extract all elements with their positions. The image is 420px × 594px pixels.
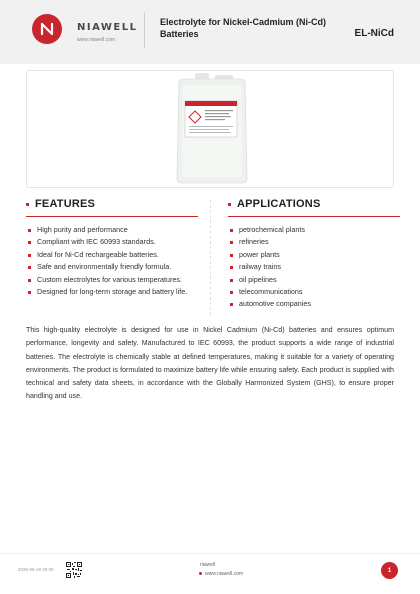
square-bullet-icon [26, 203, 29, 206]
list-item [26, 224, 198, 236]
features-heading [26, 198, 198, 210]
bullet-icon [28, 266, 31, 269]
list-item [26, 286, 198, 298]
page-header [0, 0, 420, 64]
applications-list [228, 224, 400, 311]
list-item [26, 274, 198, 286]
product-description: This high-quality electrolyte is designed for use in Nickel Cadmium (Ni-Cd) batteries and ensures optimum performance, longevity and safety. Manufactured to IEC 60993, the product supports a wide range of industrial batteries. The electrolyte is chemically stable at defined temperatures, making it suitable for a variety of operating environments. The product is formulated to maximize battery life while ensuring safety. Each product is supplied with technical and safety data sheets, in accordance with the Globally Harmonized System (GHS), to ensure proper handling and use. [26, 326, 394, 401]
page-number-badge: 1 [381, 562, 398, 579]
bullet-icon [28, 254, 31, 257]
footer-date: 2026-06-19 00:00 [18, 567, 54, 572]
product-code: EL-NiCd [354, 28, 394, 39]
list-item-text: High purity and performance [37, 225, 128, 234]
bullet-icon [230, 279, 233, 282]
bullet-icon [230, 241, 233, 244]
list-item [26, 261, 198, 273]
bullet-icon [28, 279, 31, 282]
footer-website[interactable]: www.niawell.com [205, 571, 244, 577]
section-divider [210, 200, 211, 315]
features-section [26, 198, 198, 298]
list-item-text: refineries [239, 237, 269, 247]
list-item-text: Safe and environmentally friendly formula. [37, 262, 172, 272]
list-item [228, 249, 400, 261]
applications-heading [228, 198, 400, 210]
brand-website[interactable]: www.niawell.com [77, 37, 116, 43]
globe-icon [199, 572, 202, 575]
list-item [228, 261, 400, 273]
features-heading-text: FEATURES [35, 198, 96, 210]
list-item [228, 224, 400, 236]
list-item-text: oil pipelines [239, 274, 277, 284]
bullet-icon [230, 254, 233, 257]
list-item-text: automotive companies [239, 299, 311, 309]
canister-image [173, 73, 251, 185]
bullet-icon [230, 229, 233, 232]
list-item-text: power plants [239, 249, 280, 259]
list-item-text: petrochemical plants [239, 225, 305, 234]
niawell-logo-icon [32, 14, 62, 44]
applications-rule [228, 216, 400, 217]
header-divider [144, 12, 145, 48]
list-item-text: telecommunications [239, 287, 303, 297]
list-item-text: Custom electrolytes for various temperatures. [37, 274, 183, 284]
bullet-icon [230, 266, 233, 269]
list-item [228, 274, 400, 286]
list-item-text: Ideal for Ni-Cd rechargeable batteries. [37, 249, 159, 259]
features-list [26, 224, 198, 298]
bullet-icon [230, 303, 233, 306]
applications-section [228, 198, 400, 311]
features-rule [26, 216, 198, 217]
list-item [228, 236, 400, 248]
brand-name: NIAWELL [77, 22, 138, 33]
list-item-text: railway trains [239, 262, 281, 272]
qr-code-icon[interactable] [66, 562, 82, 578]
document-title: Electrolyte for Nickel-Cadmium (Ni-Cd) Batteries [160, 17, 327, 39]
footer-brand: niawell [200, 562, 216, 568]
bullet-icon [28, 291, 31, 294]
bullet-icon [28, 229, 31, 232]
bullet-icon [28, 241, 31, 244]
list-item [26, 249, 198, 261]
list-item [26, 236, 198, 248]
list-item-text: Designed for long-term storage and battery life. [37, 287, 188, 297]
bullet-icon [230, 291, 233, 294]
applications-heading-text: APPLICATIONS [237, 198, 321, 210]
list-item [228, 286, 400, 298]
square-bullet-icon [228, 203, 231, 206]
list-item-text: Compliant with IEC 60993 standards. [37, 237, 156, 247]
list-item [228, 298, 400, 310]
footer-rule [0, 553, 420, 554]
product-image-frame [26, 70, 394, 188]
